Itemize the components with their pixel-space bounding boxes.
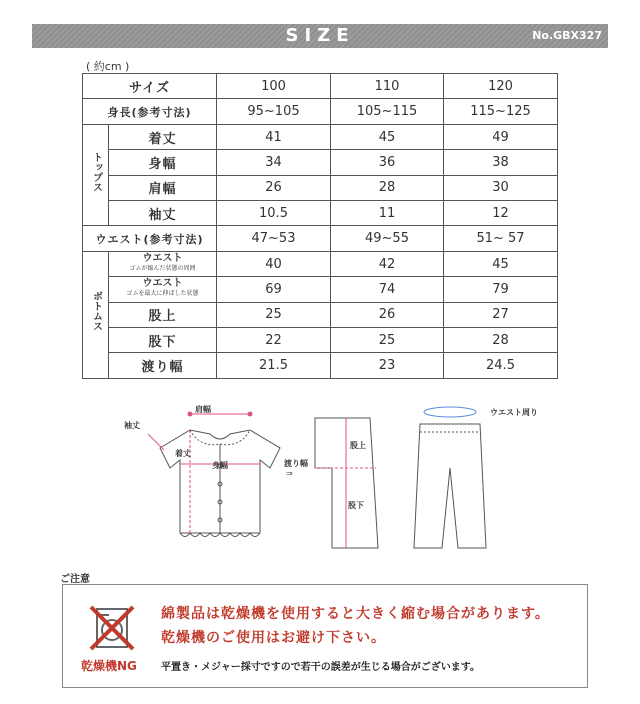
ng-prefix: 乾燥機 xyxy=(81,659,118,673)
waist-cell: 47~53 xyxy=(217,226,331,251)
size-cell: 100 xyxy=(217,74,331,99)
waist-around-label: ウエスト周り xyxy=(490,408,538,417)
value-cell: 49 xyxy=(444,124,558,149)
table-row xyxy=(83,150,558,175)
shoulder-label: 肩幅 xyxy=(195,405,211,414)
pants-front-illustration xyxy=(414,407,486,548)
table-row xyxy=(83,328,558,353)
inseam-label: 股下 xyxy=(348,501,364,510)
thigh-arrow: ⇒ xyxy=(286,469,293,478)
length-label: 着丈 xyxy=(175,449,191,458)
bottoms-group-label xyxy=(83,251,109,378)
value-cell: 69 xyxy=(217,277,331,302)
value-cell: 45 xyxy=(444,251,558,276)
shirt-illustration xyxy=(160,430,280,537)
height-cell: 115~125 xyxy=(444,99,558,124)
bottoms-label-cell xyxy=(109,251,217,276)
value-cell: 79 xyxy=(444,277,558,302)
table-row xyxy=(83,251,558,276)
height-cell: 105~115 xyxy=(331,99,444,124)
bottoms-label-main: ウエスト xyxy=(142,253,183,265)
size-cell: 120 xyxy=(444,74,558,99)
value-cell: 25 xyxy=(331,328,444,353)
value-cell: 26 xyxy=(331,302,444,327)
caution-line-3: 平置き・メジャー採寸ですので若干の誤差が生じる場合がございます。 xyxy=(161,662,480,673)
bottoms-label-cell xyxy=(109,277,217,302)
value-cell: 12 xyxy=(444,201,558,226)
value-cell: 28 xyxy=(444,328,558,353)
value-cell: 22 xyxy=(217,328,331,353)
rise-label: 股上 xyxy=(350,441,366,450)
value-cell: 34 xyxy=(217,150,331,175)
sleeve-label: 袖丈 xyxy=(124,421,140,430)
size-cell: 110 xyxy=(331,74,444,99)
table-row xyxy=(83,353,558,379)
bottoms-label-main: ウエスト xyxy=(142,278,183,290)
bottoms-label-cell: 股下 xyxy=(109,328,217,353)
value-cell: 74 xyxy=(331,277,444,302)
tops-group-label xyxy=(83,124,109,226)
waist-header: ウエスト(参考寸法) xyxy=(83,226,217,251)
value-cell: 28 xyxy=(331,175,444,200)
value-cell: 21.5 xyxy=(217,353,331,379)
value-cell: 25 xyxy=(217,302,331,327)
value-cell: 24.5 xyxy=(444,353,558,379)
caution-title: ご注意 xyxy=(60,574,90,585)
value-cell: 23 xyxy=(331,353,444,379)
ng-suffix: NG xyxy=(117,659,137,673)
bottoms-label-sub: ゴムを最大に伸ばした状態 xyxy=(126,290,199,298)
table-row xyxy=(83,74,558,99)
waist-cell: 51~ 57 xyxy=(444,226,558,251)
bottoms-label-sub: ゴムが縮んだ状態の周囲 xyxy=(129,265,196,273)
dryer-ng-label xyxy=(81,657,137,674)
tops-label-cell: 肩幅 xyxy=(109,175,217,200)
table-row xyxy=(83,302,558,327)
caution-box xyxy=(62,584,588,688)
size-table xyxy=(82,73,558,379)
page-title: SIZE xyxy=(285,25,355,46)
product-code: No.GBX327 xyxy=(532,29,602,42)
sleeve-marker xyxy=(148,434,164,450)
value-cell: 36 xyxy=(331,150,444,175)
size-banner xyxy=(32,24,608,48)
value-cell: 45 xyxy=(331,124,444,149)
value-cell: 38 xyxy=(444,150,558,175)
table-row xyxy=(83,124,558,149)
waist-cell: 49~55 xyxy=(331,226,444,251)
value-cell: 26 xyxy=(217,175,331,200)
measurement-diagrams xyxy=(120,398,540,558)
value-cell: 10.5 xyxy=(217,201,331,226)
no-dryer-icon xyxy=(87,603,137,653)
value-cell: 42 xyxy=(331,251,444,276)
bottoms-label-cell: 股上 xyxy=(109,302,217,327)
value-cell: 27 xyxy=(444,302,558,327)
height-header: 身長(参考寸法) xyxy=(83,99,217,124)
caution-line-1: 綿製品は乾燥機を使用すると大きく縮む場合があります。 xyxy=(161,606,550,622)
table-row xyxy=(83,201,558,226)
bottoms-label: ボトムス xyxy=(90,291,102,332)
tops-label-cell: 身幅 xyxy=(109,150,217,175)
value-cell: 40 xyxy=(217,251,331,276)
thigh-label: 渡り幅 xyxy=(284,459,308,468)
chest-label: 身幅 xyxy=(212,461,228,470)
tops-label-cell: 着丈 xyxy=(109,124,217,149)
tops-label: トップス xyxy=(90,151,102,192)
table-row xyxy=(83,99,558,124)
unit-note: ( 約cm ) xyxy=(86,60,130,73)
tops-label-cell: 袖丈 xyxy=(109,201,217,226)
value-cell: 30 xyxy=(444,175,558,200)
table-row xyxy=(83,175,558,200)
caution-line-2: 乾燥機のご使用はお避け下さい。 xyxy=(161,630,386,646)
table-row xyxy=(83,277,558,302)
table-row xyxy=(83,226,558,251)
height-cell: 95~105 xyxy=(217,99,331,124)
value-cell: 11 xyxy=(331,201,444,226)
value-cell: 41 xyxy=(217,124,331,149)
size-header: サイズ xyxy=(83,74,217,99)
bottoms-label-cell: 渡り幅 xyxy=(109,353,217,379)
